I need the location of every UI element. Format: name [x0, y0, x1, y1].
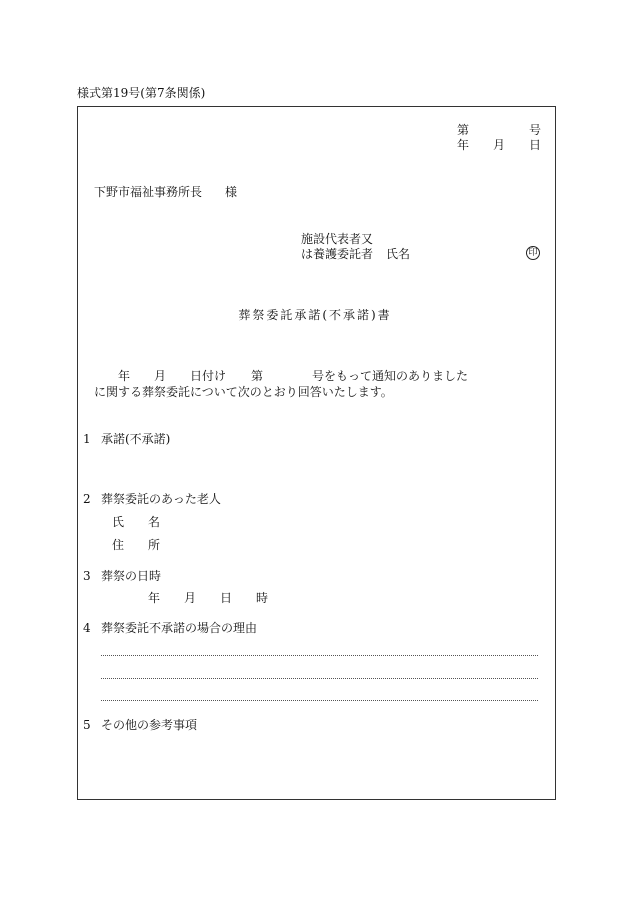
section-3-label: 葬祭の日時 — [101, 569, 162, 583]
section-5-number: 5 — [83, 718, 91, 732]
funeral-hour: 時 — [256, 591, 269, 605]
applicant-line2: は養護委託者 — [301, 247, 374, 261]
funeral-day: 日 — [220, 591, 233, 605]
form-frame — [77, 106, 556, 800]
date-day: 日 — [529, 138, 542, 152]
section-3-number: 3 — [83, 569, 91, 583]
document-title: 葬祭委託承諾(不承諾)書 — [238, 308, 392, 322]
intro-dai: 第 — [251, 369, 264, 383]
section-2-label: 葬祭委託のあった老人 — [101, 492, 221, 506]
intro-year: 年 — [118, 369, 131, 383]
date-month: 月 — [493, 138, 506, 152]
section-4-label: 葬祭委託不承諾の場合の理由 — [101, 621, 258, 635]
reason-line-2 — [101, 678, 538, 679]
applicant-name-label: 氏名 — [386, 247, 411, 261]
funeral-month: 月 — [184, 591, 197, 605]
seal-mark: 印 — [526, 246, 540, 260]
addressee-honorific: 様 — [225, 185, 238, 199]
section-2-number: 2 — [83, 492, 91, 506]
section-4-number: 4 — [83, 621, 91, 635]
addressee-name: 下野市福祉事務所長 — [94, 185, 203, 199]
reason-line-1 — [101, 655, 538, 656]
intro-month: 月 — [154, 369, 167, 383]
intro-line2: に関する葬祭委託について次のとおり回答いたします。 — [94, 385, 393, 399]
section-1-label: 承諾(不承諾) — [101, 432, 171, 446]
deceased-name-label: 氏 名 — [112, 515, 161, 529]
applicant-line1: 施設代表者又 — [301, 232, 374, 246]
intro-dated: 日付け — [190, 369, 227, 383]
section-5-label: その他の参考事項 — [101, 718, 198, 732]
section-1-number: 1 — [83, 432, 91, 446]
reason-line-3 — [101, 700, 538, 701]
intro-rest: 号をもって通知のありました — [312, 369, 469, 383]
date-year: 年 — [457, 138, 470, 152]
doc-number-go: 号 — [529, 123, 542, 137]
form-number-header: 様式第19号(第7条関係) — [77, 86, 206, 100]
doc-number-dai: 第 — [457, 123, 470, 137]
deceased-address-label: 住 所 — [112, 538, 161, 552]
funeral-year: 年 — [148, 591, 161, 605]
